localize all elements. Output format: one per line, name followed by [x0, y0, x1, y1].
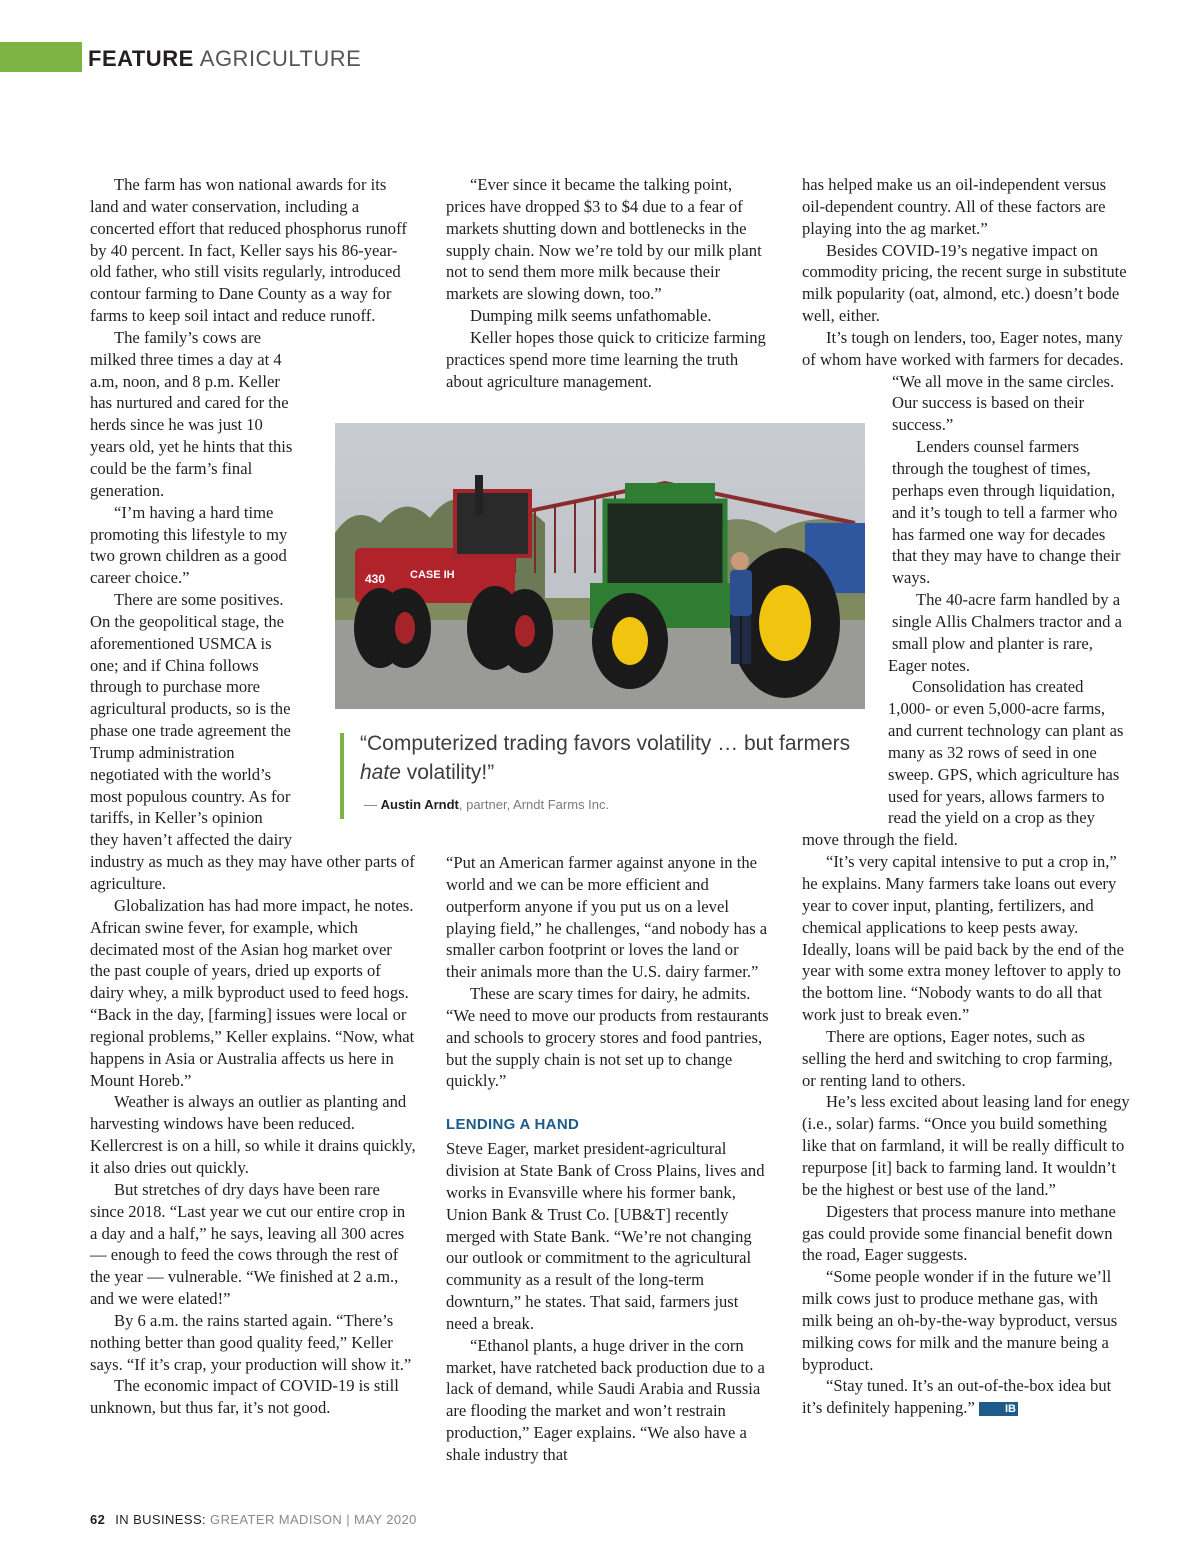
paragraph: “Some people wonder if in the future we’ll milk cows just to produce methane gas, with milk being an oh-by-the-way byproduct, versus milking cows for milk and the manure being a byproduct. [802, 1267, 1118, 1374]
paragraph: Digesters that process manure into methane gas could provide some financial benefit down the road, Eager suggests. [802, 1201, 1116, 1265]
magazine-name: IN BUSINESS: [115, 1512, 207, 1527]
paragraph: Besides COVID-19’s negative impact on commodity pricing, the recent surge in substitute milk popularity (oat, almond, etc.) doesn’t bode well, either. [802, 240, 1127, 326]
paragraph: It’s tough on lenders, too, Eager notes, many of whom have worked with farmers for decades. “We all move in the same circles. Our success is based on their success.” [802, 327, 1124, 435]
article-column-2-bottom [446, 852, 772, 1466]
paragraph: Globalization has had more impact, he notes. African swine fever, for example, which decimated most of the Asian hog market over the past couple of years, dried up exports of dairy whey, a milk byproduct used to feed hogs. “Back in the day, [farming] issues were local or regional problems,” Keller explains. “Now, what happens in Asia or Australia affects us here in Mount Horeb.” [90, 895, 415, 1090]
tractor-badge: CASE IH [410, 569, 455, 581]
paragraph: The 40-acre farm handled by a single Allis Chalmers tractor and a small plow and planter is rare, Eager notes. [888, 590, 1122, 675]
paragraph: “Ever since it became the talking point, prices have dropped $3 to $4 due to a fear of markets shutting down and bottlenecks in the supply chain. Now we’re told by our milk plant not to send them more milk because their markets are slowing down, too.” [446, 175, 762, 304]
paragraph: Steve Eager, market president-agricultural division at State Bank of Cross Plains, lives and works in Evansville where his former bank, Union Bank & Trust Co. [UB&T] recently merged with State Bank. “We’re not changing our outlook or commitment to the agricultural community as a result of the long-term downturn,” he states. That said, farmers just need a break. [446, 1139, 765, 1333]
tractor-model: 430 [365, 572, 386, 586]
pull-quote-text [360, 729, 880, 787]
section-header [88, 44, 361, 74]
paragraph: “Ethanol plants, a huge driver in the corn market, have ratcheted back production due to a lack of demand, while Saudi Arabia and Russia are flooding the market and won’t restrain production,” Eager explains. “We also have a shale industry that [446, 1335, 765, 1464]
farm-photo [335, 423, 865, 709]
paragraph: There are some positives. On the geopolitical stage, the aforementioned USMCA is one; and if China follows through to purchase more agricultural products, so is the phase one trade agreement the Trump administration negotiated with the world’s most populous country. As for tariffs, in Keller’s opinion they haven’t affected the dairy industry as much as they may have other parts of agriculture. [90, 590, 415, 893]
paragraph: Consolidation has created 1,000- or even 5,000-acre farms, and current technology can plant as many as 32 rows of seed in one sweep. GPS, which agriculture has used for years, allows farmers to read the yield on a crop as they move through the field. [802, 677, 1124, 850]
paragraph: Keller hopes those quick to criticize farming practices spend more time learning the truth about agriculture management. [446, 327, 766, 391]
paragraph: Dumping milk seems unfathomable. [470, 306, 712, 326]
paragraph: The family’s cows are milked three times a day at 4 a.m, noon, and 8 p.m. Keller has nurtured and cared for the herds since he was just 10 years old, yet he hints that this could be the farm’s final generation. [90, 327, 293, 500]
paragraph: The economic impact of COVID-19 is still unknown, but thus far, it’s not good. [90, 1376, 399, 1418]
attribution-dash: — [364, 797, 381, 812]
paragraph [802, 1375, 1130, 1419]
paragraph: The farm has won national awards for its land and water conservation, including a concerted effort that reduced phosphorus runoff by 40 percent. In fact, Keller says his 86-year-old father, who still visits regularly, introduced contour farming to Dane County as a way for farms to keep soil intact and reduce runoff. [90, 175, 407, 326]
pull-quote-rule [340, 733, 344, 819]
end-mark: IB [979, 1402, 1018, 1416]
attribution-name: Austin Arndt [380, 797, 459, 812]
paragraph: Weather is always an outlier as planting and harvesting windows have been reduced. Kellercrest is on a hill, so while it drains quickly, it also dries out quickly. [90, 1092, 416, 1177]
paragraph: “Put an American farmer against anyone in the world and we can be more efficient and outperform anyone if you put us on a level playing field,” he challenges, “and nobody has a smaller carbon footprint or loves the land or their animals more than the U.S. dairy farmer.” [446, 853, 768, 982]
page-footer [90, 1512, 417, 1527]
paragraph: “I’m having a hard time promoting this lifestyle to my two grown children as a good career choice.” [90, 502, 288, 588]
paragraph: But stretches of dry days have been rare since 2018. “Last year we cut our entire crop in a day and a half,” he says, leaving all 300 acres — enough to feed the cows through the rest of the year — vulnerable. “We finished at 2 a.m., and we were elated!” [90, 1179, 406, 1309]
pull-quote-part: volatility!” [400, 761, 495, 784]
paragraph: By 6 a.m. the rains started again. “There’s nothing better than good quality feed,” Keller says. “If it’s crap, your production will show it.” [90, 1310, 412, 1374]
section-topic: AGRICULTURE [199, 46, 362, 71]
paragraph: He’s less excited about leasing land for enegy (i.e., solar) farms. “Once you build something like that on farmland, it will be really difficult to repurpose [it] back to farming land. It wouldn’t be the highest or best use of the land.” [802, 1092, 1130, 1199]
paragraph-text: “Stay tuned. It’s an out-of-the-box idea but it’s definitely happening.” [802, 1376, 1112, 1418]
paragraph: These are scary times for dairy, he admits. “We need to move our products from restaurants and schools to grocery stores and food pantries, but the supply chain is not set up to change quickly.” [446, 984, 769, 1091]
section-color-bar [0, 42, 82, 72]
paragraph: There are options, Eager notes, such as selling the herd and switching to crop farming, or renting land to others. [802, 1026, 1113, 1090]
section-kicker: FEATURE [88, 46, 194, 71]
pull-quote-attribution [364, 797, 880, 812]
tractors-illustration [335, 423, 865, 709]
pull-quote [340, 729, 880, 812]
paragraph: Lenders counsel farmers through the toughest of times, perhaps even through liquidation, and it’s tough to tell a farmer who has farmed one way for decades that they may have to change their ways. [892, 437, 1121, 588]
pull-quote-part: “Computerized trading favors volatility … but farmers [360, 732, 851, 755]
attribution-title: , partner, Arndt Farms Inc. [458, 797, 610, 812]
paragraph: has helped make us an oil-independent versus oil-dependent country. All of these factors are playing into the ag market.” [802, 175, 1107, 238]
page-number: 62 [90, 1512, 106, 1527]
issue-info: GREATER MADISON | MAY 2020 [206, 1512, 417, 1527]
article-column-2-top [446, 174, 772, 392]
subhead: LENDING A HAND [446, 1116, 580, 1134]
paragraph: “It’s very capital intensive to put a crop in,” he explains. Many farmers take loans out every year to cover input, planting, fertilizers, and chemical applications to keep pests away. Ideally, loans will be paid back by the end of the year with some extra money leftover to apply to the bottom line. “Nobody wants to do all that work just to break even.” [802, 852, 1124, 1025]
pull-quote-emphasis: hate [360, 761, 401, 784]
